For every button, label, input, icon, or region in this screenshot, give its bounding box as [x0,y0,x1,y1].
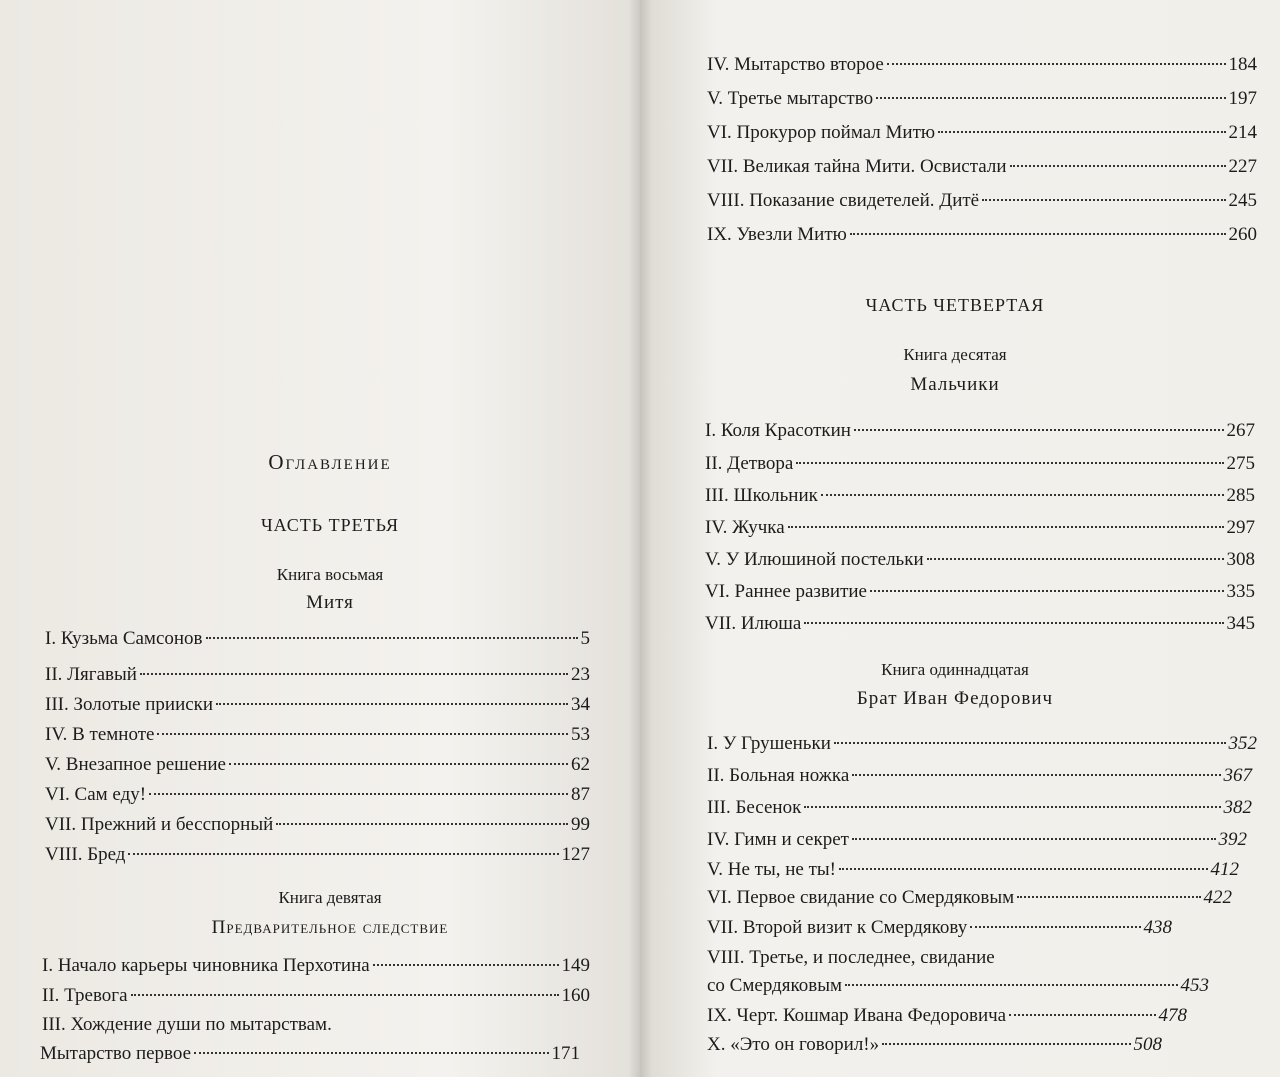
entry-title: III. Школьник [705,485,818,506]
leader-dots [887,63,1226,65]
toc-entry[interactable] [707,859,1239,881]
entry-page: 227 [1228,156,1257,177]
entry-title: V. Внезапное решение [45,754,226,775]
leader-dots [229,763,568,765]
toc-entry[interactable] [705,613,1255,635]
entry-page: 184 [1228,54,1257,75]
book-nine-title: Книга девятая [278,888,382,907]
entry-page: 453 [1180,975,1209,996]
book-gutter-shadow [628,0,652,1077]
toc-entry[interactable] [45,724,590,746]
leader-dots [128,853,558,855]
leader-dots [882,1043,1130,1045]
entry-title: III. Золотые прииски [45,694,214,715]
leader-dots [850,233,1226,235]
toc-entry-line1[interactable] [42,1014,590,1036]
leader-dots [845,984,1178,986]
leader-dots [876,97,1225,99]
entry-title: II. Тревога [42,985,128,1006]
book-eleven-title: Книга одиннадцатая [881,660,1029,679]
toc-entry[interactable] [45,664,590,686]
entry-title: III. Хождение души по мытарствам. [42,1014,332,1035]
book-eight-name: Митя [306,592,354,613]
toc-entry[interactable] [707,122,1257,144]
entry-page: 412 [1210,859,1239,880]
entry-title: V. Не ты, не ты! [707,859,836,880]
entry-title: со Смердяковым [707,975,842,996]
toc-entry[interactable] [45,814,590,836]
leader-dots [194,1052,548,1054]
leader-dots [839,868,1208,870]
toc-entry[interactable] [707,797,1252,819]
toc-entry[interactable] [707,88,1257,110]
entry-page: 34 [571,694,590,715]
entry-page: 308 [1226,549,1255,570]
leader-dots [788,526,1224,528]
entry-title: V. У Илюшиной постельки [705,549,924,570]
entry-title: II. Больная ножка [707,765,850,786]
book-ten-title: Книга десятая [903,345,1007,364]
entry-page: 275 [1226,453,1255,474]
entry-title: I. Коля Красоткин [705,420,851,441]
entry-page: 87 [571,784,590,805]
toc-entry[interactable] [707,917,1172,939]
toc-entry[interactable] [42,955,590,977]
entry-page: 335 [1226,581,1255,602]
entry-page: 160 [561,985,590,1006]
entry-title: II. Детвора [705,453,794,474]
toc-entry-line2[interactable] [707,975,1209,997]
book-eight-title: Книга восьмая [276,565,384,584]
book-nine-name: Предварительное следствие [211,917,449,938]
entry-page: 367 [1223,765,1252,786]
leader-dots [982,199,1225,201]
toc-entry[interactable] [707,887,1232,909]
leader-dots [276,823,568,825]
toc-entry[interactable] [707,829,1247,851]
leader-dots [804,622,1223,624]
toc-entry[interactable] [42,985,590,1007]
entry-page: 260 [1228,224,1257,245]
entry-page: 214 [1228,122,1257,143]
entry-title: IX. Увезли Митю [707,224,847,245]
entry-page: 285 [1226,485,1255,506]
leader-dots [140,673,568,675]
entry-page: 438 [1143,917,1172,938]
leader-dots [804,806,1220,808]
leader-dots [852,774,1220,776]
part-four-title: ЧАСТЬ ЧЕТВЕРТАЯ [865,295,1045,315]
leader-dots [821,494,1224,496]
entry-title: VI. Первое свидание со Смердяковым [707,887,1015,908]
entry-title: IX. Черт. Кошмар Ивана Федоровича [707,1005,1007,1026]
leader-dots [149,793,568,795]
entry-title: VII. Илюша [705,613,802,634]
toc-heading: Оглавление [268,450,392,474]
toc-entry[interactable] [707,1034,1162,1056]
entry-page: 197 [1228,88,1257,109]
toc-entry[interactable] [45,784,590,806]
entry-page: 62 [571,754,590,775]
entry-page: 422 [1203,887,1232,908]
entry-page: 297 [1226,517,1255,538]
toc-entry[interactable] [707,190,1257,212]
entry-title: VIII. Бред [45,844,126,865]
entry-title: IV. В темноте [45,724,155,745]
toc-entry[interactable] [45,844,590,866]
entry-page: 5 [580,628,590,649]
entry-title: VI. Раннее развитие [705,581,867,602]
leader-dots [131,994,559,996]
toc-entry[interactable] [705,549,1255,571]
entry-title: III. Бесенок [707,797,802,818]
toc-entry[interactable] [45,628,590,650]
entry-title: I. Начало карьеры чиновника Перхотина [42,955,370,976]
toc-entry[interactable] [705,581,1255,603]
leader-dots [852,838,1216,840]
entry-page: 392 [1218,829,1247,850]
leader-dots [834,742,1226,744]
book-ten-name: Мальчики [910,374,1000,395]
toc-entry[interactable] [705,485,1255,507]
entry-page: 345 [1226,613,1255,634]
entry-title: VII. Прежний и бесспорный [45,814,274,835]
toc-entry[interactable] [707,224,1257,246]
entry-title: VIII. Третье, и последнее, свидание [707,947,995,968]
part-three-title: ЧАСТЬ ТРЕТЬЯ [260,515,400,535]
leader-dots [938,131,1225,133]
toc-entry[interactable] [705,517,1255,539]
leader-dots [216,703,568,705]
toc-entry[interactable] [707,54,1257,76]
entry-title: I. У Грушеньки [707,733,831,754]
entry-title: VIII. Показание свидетелей. Дитё [707,190,980,211]
toc-entry-line2[interactable] [40,1043,580,1065]
right-page [640,0,1280,1077]
toc-entry-line1[interactable] [707,947,1127,969]
entry-title: II. Лягавый [45,664,137,685]
toc-entry[interactable] [707,765,1252,787]
entry-page: 245 [1228,190,1257,211]
leader-dots [854,429,1224,431]
leader-dots [927,558,1224,560]
leader-dots [796,462,1223,464]
entry-page: 23 [571,664,590,685]
entry-title: I. Кузьма Самсонов [45,628,203,649]
entry-page: 382 [1223,797,1252,818]
entry-page: 508 [1133,1034,1162,1055]
entry-page: 99 [571,814,590,835]
entry-page: 171 [551,1043,580,1064]
entry-page: 267 [1226,420,1255,441]
leader-dots [373,964,559,966]
toc-entry[interactable] [45,754,590,776]
leader-dots [206,637,578,639]
leader-dots [1010,165,1226,167]
leader-dots [870,590,1224,592]
leader-dots [1017,896,1200,898]
entry-title: VII. Великая тайна Мити. Освистали [707,156,1007,177]
toc-entry[interactable] [707,1005,1187,1027]
entry-title: VI. Прокурор поймал Митю [707,122,936,143]
entry-page: 53 [571,724,590,745]
entry-title: IV. Гимн и секрет [707,829,849,850]
toc-entry[interactable] [707,156,1257,178]
entry-title: IV. Мытарство второе [707,54,884,75]
leader-dots [970,926,1140,928]
toc-entry[interactable] [705,453,1255,475]
toc-entry[interactable] [45,694,590,716]
toc-entry[interactable] [705,420,1255,442]
entry-page: 149 [561,955,590,976]
leader-dots [157,733,568,735]
entry-title: VII. Второй визит к Смердякову [707,917,968,938]
toc-entry[interactable] [707,733,1257,755]
entry-title: V. Третье мытарство [707,88,874,109]
entry-page: 127 [561,844,590,865]
entry-title: Мытарство первое [40,1043,192,1064]
book-eleven-name: Брат Иван Федорович [856,688,1054,709]
entry-title: VI. Сам еду! [45,784,147,805]
leader-dots [1009,1014,1155,1016]
entry-page: 478 [1158,1005,1187,1026]
entry-page: 352 [1228,733,1257,754]
entry-title: IV. Жучка [705,517,785,538]
entry-title: X. «Это он говорил!» [707,1034,880,1055]
